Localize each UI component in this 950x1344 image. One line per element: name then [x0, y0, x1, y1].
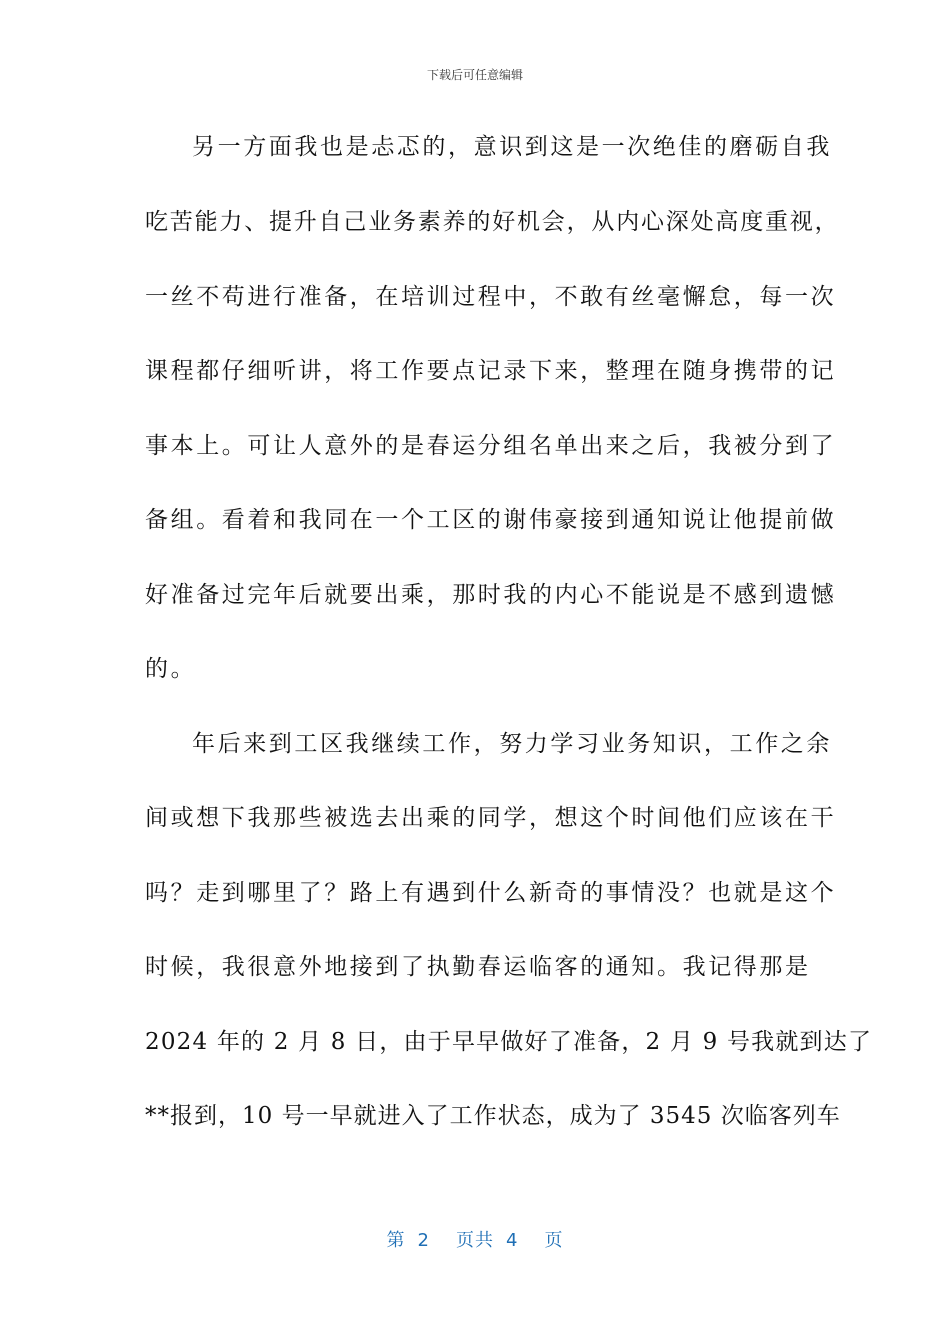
text-line: 事本上。可让人意外的是春运分组名单出来之后，我被分到了	[145, 433, 837, 459]
text-line: 好准备过完年后就要出乘，那时我的内心不能说是不感到遗憾	[145, 582, 837, 608]
page-total: 4	[506, 1230, 519, 1251]
page-suffix: 页	[544, 1230, 564, 1251]
text-line: 另一方面我也是忐忑的，意识到这是一次绝佳的磨砺自我	[192, 134, 832, 160]
text-line: 备组。看着和我同在一个工区的谢伟豪接到通知说让他提前做	[145, 507, 837, 533]
page-mid: 页共	[456, 1230, 494, 1251]
page-prefix: 第	[386, 1230, 406, 1251]
text-line: 课程都仔细听讲，将工作要点记录下来，整理在随身携带的记	[145, 358, 837, 384]
text-line: 吃苦能力、提升自己业务素养的好机会，从内心深处高度重视，	[145, 209, 840, 235]
text-line: 的。	[145, 656, 197, 682]
page-footer	[0, 1226, 950, 1252]
text-line: 2024 年的 2 月 8 日，由于早早做好了准备，2 月 9 号我就到达了	[145, 1029, 873, 1055]
text-line: 年后来到工区我继续工作，努力学习业务知识，工作之余	[192, 731, 832, 757]
text-line: 时候，我很意外地接到了执勤春运临客的通知。我记得那是	[145, 954, 811, 980]
header-note: 下载后可任意编辑	[426, 68, 523, 82]
text-line: 一丝不苟进行准备，在培训过程中，不敢有丝毫懈怠，每一次	[145, 284, 837, 310]
text-line: 吗？走到哪里了？路上有遇到什么新奇的事情没？也就是这个	[145, 880, 837, 906]
text-line: **报到，10 号一早就进入了工作状态，成为了 3545 次临客列车	[145, 1103, 841, 1129]
page-current: 2	[417, 1230, 430, 1251]
text-line: 间或想下我那些被选去出乘的同学，想这个时间他们应该在干	[145, 805, 837, 831]
